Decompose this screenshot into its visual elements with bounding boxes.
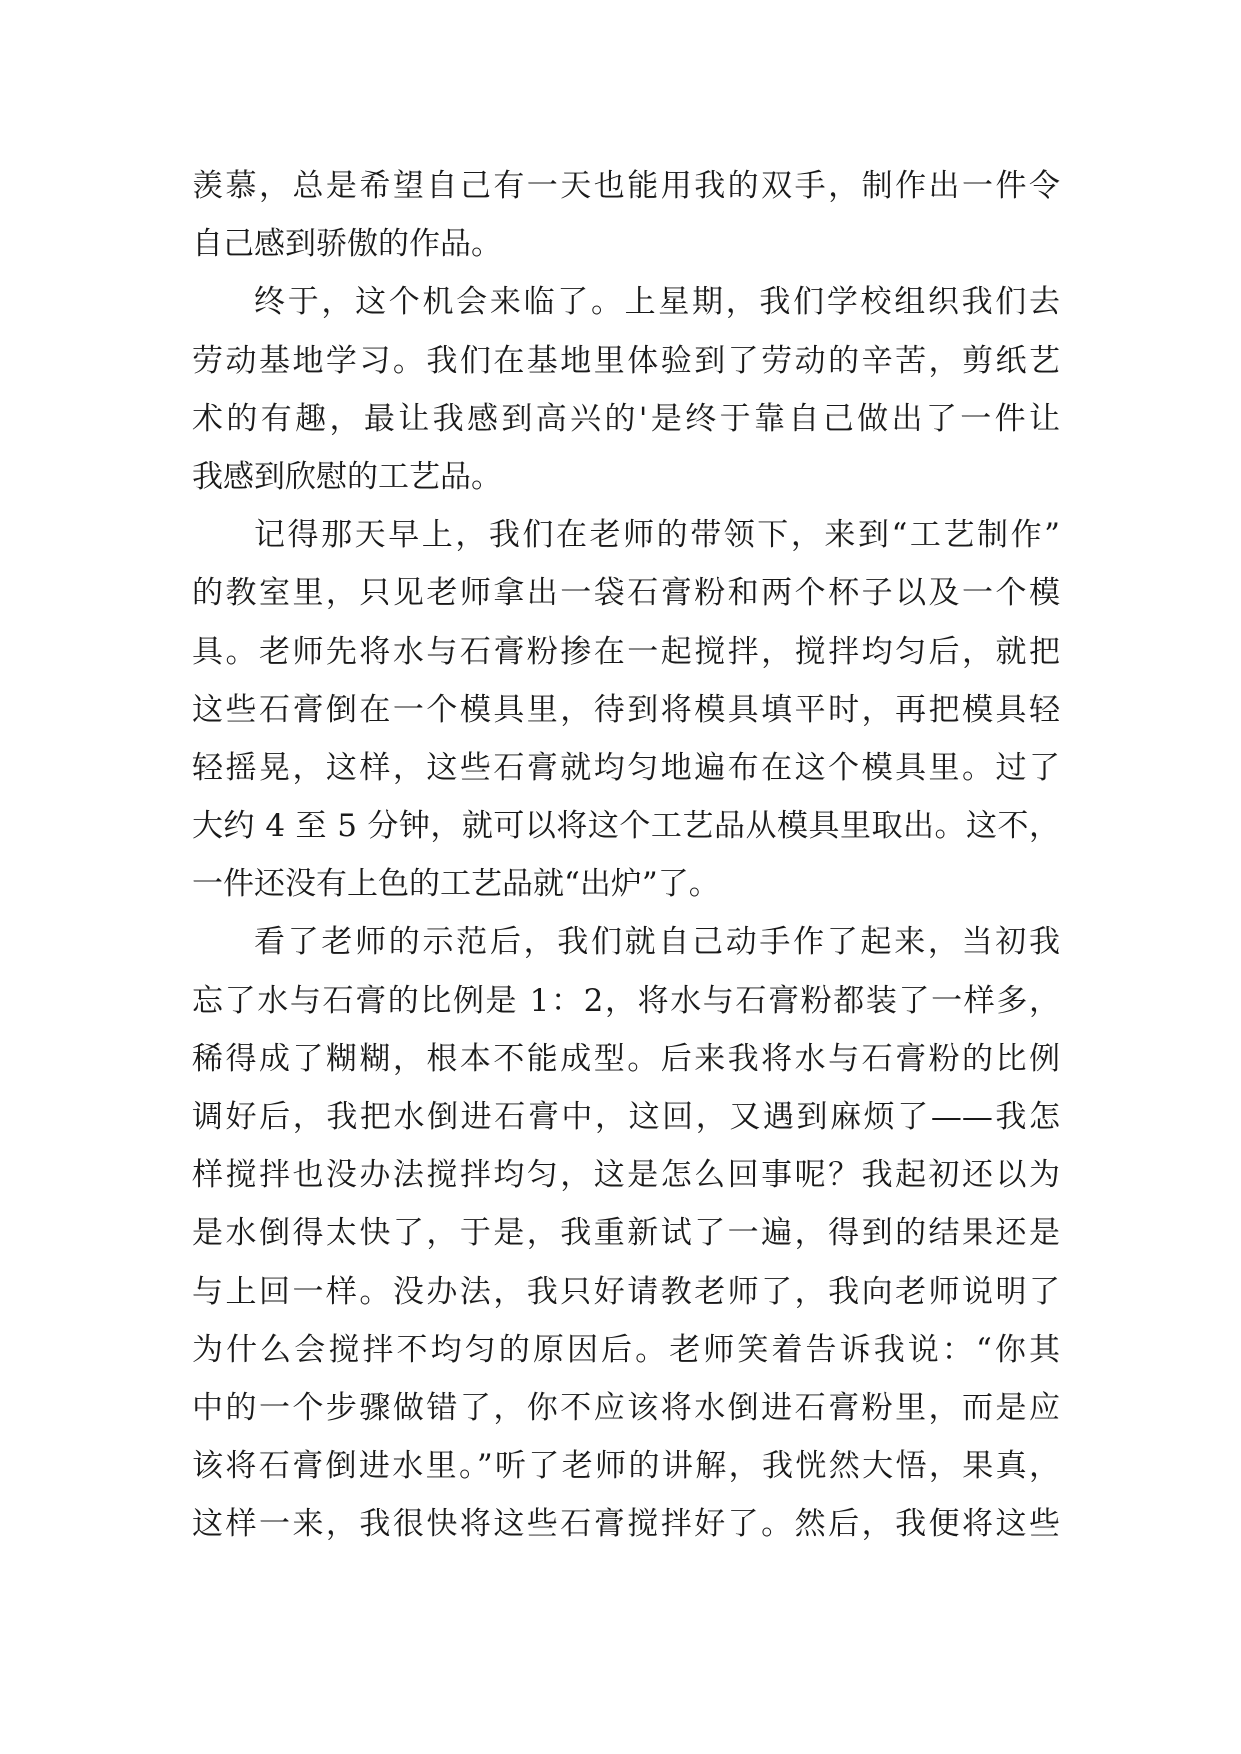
text-line: 羡慕，总是希望自己有一天也能用我的双手，制作出一件令: [192, 168, 1060, 204]
text-line: 轻摇晃，这样，这些石膏就均匀地遍布在这个模具里。过了: [192, 749, 1060, 786]
text-line: 与上回一样。没办法，我只好请教老师了，我向老师说明了: [192, 1273, 1060, 1310]
text-line: 该将石膏倒进水里。”听了老师的讲解，我恍然大悟，果真，: [192, 1448, 1060, 1485]
text-line: 术的有趣，最让我感到高兴的'是终于靠自己做出了一件让: [192, 400, 1060, 437]
text-line: 这样一来，我很快将这些石膏搅拌好了。然后，我便将这些: [192, 1506, 1060, 1543]
text-line: 自己感到骄傲的作品。: [192, 226, 502, 263]
text-line: 的教室里，只见老师拿出一袋石膏粉和两个杯子以及一个模: [192, 575, 1060, 612]
paragraph-first-line: 看了老师的示范后，我们就自己动手作了起来，当初我: [254, 924, 1060, 961]
text-line: 是水倒得太快了，于是，我重新试了一遍，得到的结果还是: [192, 1215, 1060, 1252]
text-line: 我感到欣慰的工艺品。: [192, 458, 502, 495]
text-line: 调好后，我把水倒进石膏中，这回，又遇到麻烦了——我怎: [192, 1099, 1060, 1135]
text-line: 大约 4 至 5 分钟，就可以将这个工艺品从模具里取出。这不，: [192, 808, 1060, 845]
essay-body: [192, 157, 1060, 1554]
text-line: 样搅拌也没办法搅拌均匀，这是怎么回事呢？我起初还以为: [192, 1157, 1060, 1194]
text-line: 稀得成了糊糊，根本不能成型。后来我将水与石膏粉的比例: [192, 1040, 1060, 1077]
paragraph-first-line: 记得那天早上，我们在老师的带领下，来到“工艺制作”: [254, 517, 1060, 554]
text-line: 具。老师先将水与石膏粉掺在一起搅拌，搅拌均匀后，就把: [192, 633, 1060, 670]
paragraph-first-line: 终于，这个机会来临了。上星期，我们学校组织我们去: [254, 284, 1060, 321]
text-line: 劳动基地学习。我们在基地里体验到了劳动的辛苦，剪纸艺: [192, 342, 1060, 379]
text-line: 一件还没有上色的工艺品就“出炉”了。: [192, 866, 720, 903]
text-line: 中的一个步骤做错了，你不应该将水倒进石膏粉里，而是应: [192, 1389, 1060, 1426]
text-line: 忘了水与石膏的比例是 1：2，将水与石膏粉都装了一样多，: [192, 982, 1060, 1019]
text-line: 这些石膏倒在一个模具里，待到将模具填平时，再把模具轻: [192, 691, 1060, 728]
text-line: 为什么会搅拌不均匀的原因后。老师笑着告诉我说：“你其: [192, 1331, 1060, 1368]
